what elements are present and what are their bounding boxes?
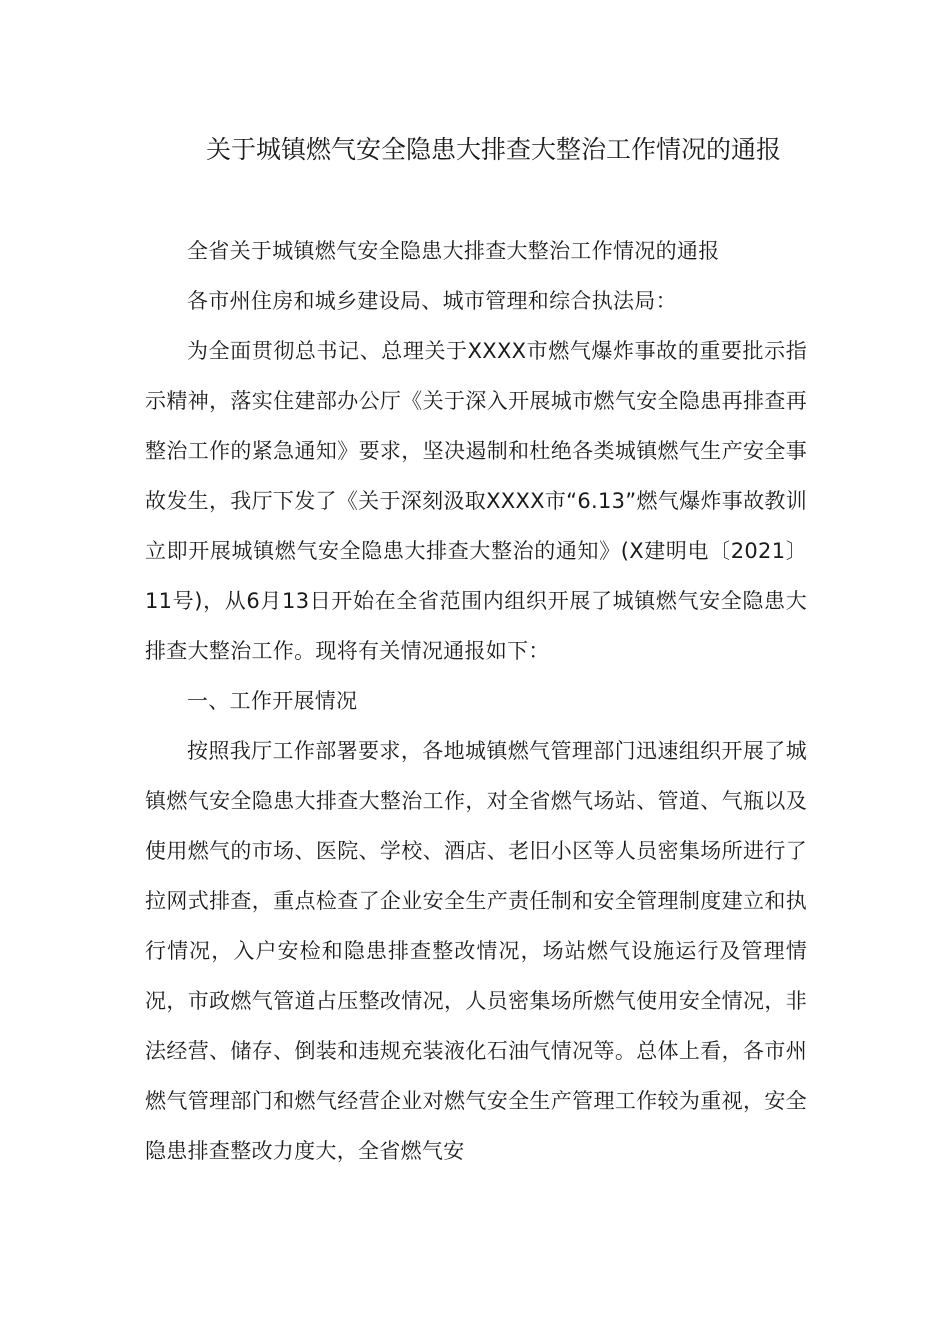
- document-body: [145, 226, 807, 1176]
- paragraph-intro: 为全面贯彻总书记、总理关于XXXX市燃气爆炸事故的重要批示指示精神，落实住建部办公厅《关于深入开展城市燃气安全隐患再排查再整治工作的紧急通知》要求，坚决遏制和杜绝各类城镇燃气生产安全事故发生，我厅下发了《关于深刻汲取XXXX市“6.13”燃气爆炸事故教训立即开展城镇燃气安全隐患大排查大整治的通知》(X建明电〔2021〕11号)，从6月13日开始在全省范围内组织开展了城镇燃气安全隐患大排查大整治工作。现将有关情况通报如下：: [145, 339, 807, 663]
- document-title: 关于城镇燃气安全隐患大排查大整治工作情况的通报: [206, 135, 782, 164]
- paragraph-addressee: 各市州住房和城乡建设局、城市管理和综合执法局：: [187, 289, 677, 313]
- paragraph-notice-heading: 全省关于城镇燃气安全隐患大排查大整治工作情况的通报: [187, 239, 720, 263]
- paragraph-section-1: 按照我厅工作部署要求，各地城镇燃气管理部门迅速组织开展了城镇燃气安全隐患大排查大整治工作，对全省燃气场站、管道、气瓶以及使用燃气的市场、医院、学校、酒店、老旧小区等人员密集场所进行了拉网式排查，重点检查了企业安全生产责任制和安全管理制度建立和执行情况，入户安检和隐患排查整改情况，场站燃气设施运行及管理情况，市政燃气管道占压整改情况，人员密集场所燃气使用安全情况，非法经营、储存、倒装和违规充装液化石油气情况等。总体上看，各市州燃气管理部门和燃气经营企业对燃气安全生产管理工作较为重视，安全隐患排查整改力度大，全省燃气安: [145, 739, 807, 1163]
- section-heading-1: 一、工作开展情况: [187, 689, 358, 713]
